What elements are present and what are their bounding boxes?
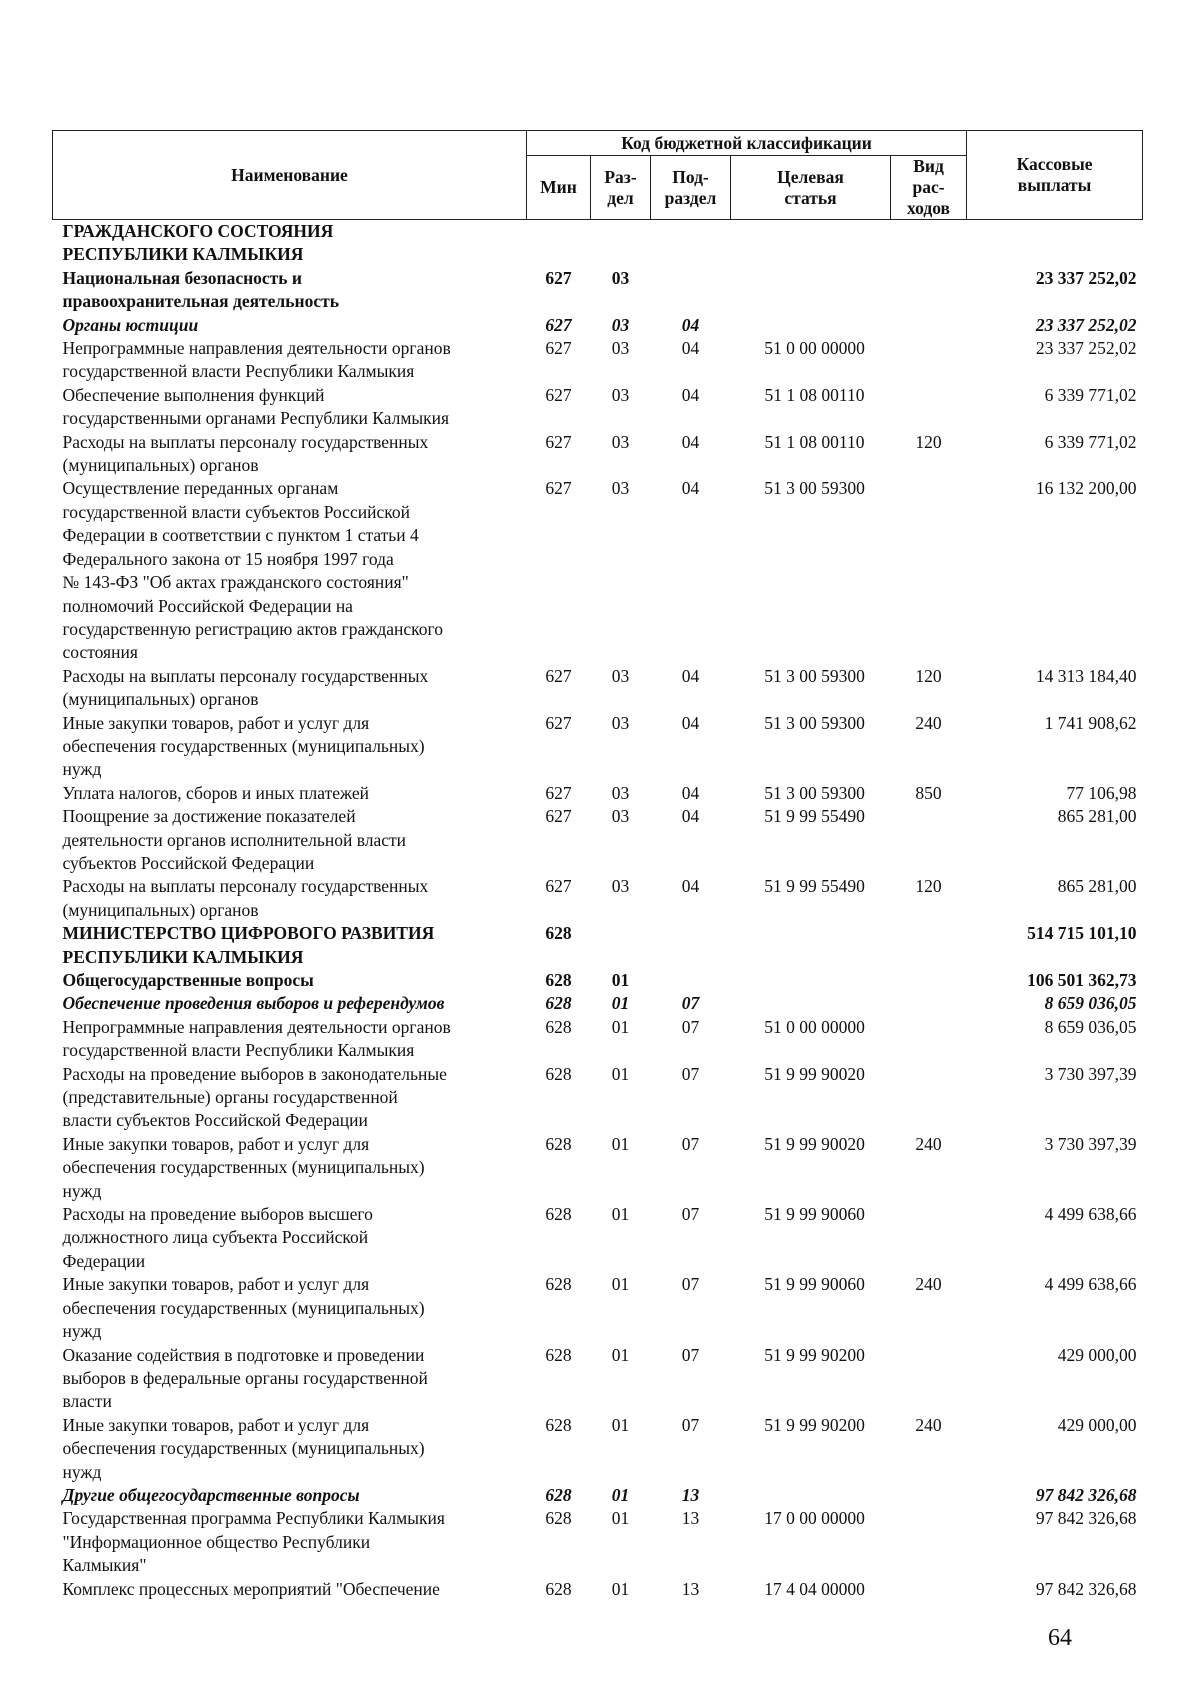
cell-sum: 3 730 397,39 [1044,1133,1137,1154]
cell-podrazdel: 07 [681,1016,700,1037]
cell-razdel: 01 [611,1204,630,1225]
table-row [53,1344,1143,1414]
table-row [53,1414,1143,1484]
cell-name: Осуществление переданных органам государственной власти субъектов Российской Федерации в соответствии с пунктом 1 статьи 4 Федерального закона от 15 ноября 1997 года № 143-ФЗ "Об актах гражданского состояния" полномочий Российской Федерации на государственную регистрацию актов гражданского состояния [62,478,443,663]
cell-sum: 3 730 397,39 [1044,1063,1137,1084]
table-row [53,875,1143,922]
cell-celevaya: 51 3 00 59300 [764,782,865,803]
cell-podrazdel: 04 [681,338,700,359]
cell-name: Иные закупки товаров, работ и услуг для обеспечения государственных (муниципальных) нужд [62,1133,425,1201]
cell-vid [891,1063,967,1133]
cell-name: Уплата налогов, сборов и иных платежей [62,782,369,803]
cell-min: 627 [545,876,572,897]
cell-vid [891,1203,967,1273]
cell-razdel: 03 [611,665,630,686]
cell-celevaya: 51 9 99 90200 [764,1414,865,1435]
cell-min: 627 [545,665,572,686]
cell-podrazdel: 07 [681,1274,700,1295]
cell-vid [891,992,967,1015]
cell-celevaya: 51 9 99 90200 [764,1344,865,1365]
cell-razdel: 01 [611,1578,630,1599]
cell-razdel: 01 [611,1414,630,1435]
table-row [53,1484,1143,1507]
cell-vid: 240 [915,712,942,733]
cell-celevaya [731,314,891,337]
cell-celevaya: 51 1 08 00110 [764,384,865,405]
header-razdel [591,156,651,220]
cell-vid [891,1507,967,1577]
cell-celevaya: 51 9 99 90020 [764,1133,865,1154]
cell-razdel: 03 [611,267,630,288]
header-celevaya-label: Целевая статья [777,166,844,208]
cell-name: Другие общегосударственные вопросы [62,1484,360,1505]
cell-razdel: 01 [611,1484,630,1505]
cell-podrazdel: 07 [681,1063,700,1084]
cell-celevaya: 51 9 99 90060 [764,1204,865,1225]
cell-min: 627 [545,806,572,827]
cell-podrazdel: 04 [681,665,700,686]
cell-sum: 23 337 252,02 [1035,267,1137,288]
cell-min: 627 [545,478,572,499]
table-row [53,384,1143,431]
cell-sum: 16 132 200,00 [1035,478,1137,499]
cell-vid [891,384,967,431]
cell-min: 628 [545,1063,572,1084]
cell-name: Расходы на выплаты персоналу государственных (муниципальных) органов [62,665,429,710]
cell-vid [891,220,967,267]
cell-vid [891,1484,967,1507]
table-row [53,431,1143,478]
table-row [53,805,1143,875]
cell-name: Непрограммные направления деятельности органов государственной власти Республики Калмыкия [62,338,451,382]
cell-podrazdel: 04 [681,384,700,405]
table-row [53,992,1143,1015]
table-row [53,1016,1143,1063]
cell-sum: 14 313 184,40 [1035,665,1137,686]
cell-sum: 865 281,00 [1057,876,1137,897]
table-row [53,665,1143,712]
cell-podrazdel: 07 [681,1133,700,1154]
cell-min: 628 [545,1133,572,1154]
cell-min: 628 [545,923,572,944]
cell-podrazdel [651,922,731,969]
cell-podrazdel: 13 [681,1508,700,1529]
cell-name: Расходы на выплаты персоналу государственных (муниципальных) органов [62,431,429,476]
header-sum-label: Кассовые выплаты [1016,154,1093,195]
cell-min: 628 [545,1204,572,1225]
cell-podrazdel: 04 [681,712,700,733]
cell-name: Поощрение за достижение показателей деятельности органов исполнительной власти субъектов Российской Федерации [62,806,407,873]
cell-celevaya [731,1484,891,1507]
cell-min: 627 [545,782,572,803]
table-row [53,267,1143,314]
cell-name: Общегосударственные вопросы [62,970,314,990]
cell-celevaya: 17 0 00 00000 [764,1508,865,1529]
table-row [53,477,1143,664]
cell-celevaya [731,969,891,992]
cell-podrazdel: 07 [681,993,700,1014]
cell-podrazdel [651,220,731,267]
cell-celevaya: 51 9 99 90060 [764,1274,865,1295]
cell-vid [891,1016,967,1063]
cell-razdel: 03 [611,478,630,499]
cell-vid: 120 [915,431,942,452]
cell-name: ГРАЖДАНСКОГО СОСТОЯНИЯ РЕСПУБЛИКИ КАЛМЫКИЯ [62,221,334,265]
table-row [53,1203,1143,1273]
table-row [53,1578,1143,1601]
cell-celevaya: 17 4 04 00000 [764,1578,865,1599]
cell-sum: 514 715 101,10 [1027,923,1137,944]
cell-podrazdel [651,969,731,992]
cell-name: Иные закупки товаров, работ и услуг для обеспечения государственных (муниципальных) нужд [62,712,425,780]
cell-sum: 106 501 362,73 [1027,970,1137,990]
cell-sum: 1 741 908,62 [1044,712,1137,733]
cell-razdel: 01 [611,1063,630,1084]
cell-vid: 120 [915,665,942,686]
table-row [53,922,1143,969]
cell-razdel: 03 [611,384,630,405]
header-celevaya [731,156,891,220]
cell-vid [891,805,967,875]
header-podrazdel [651,156,731,220]
cell-min: 627 [545,267,572,288]
cell-vid [891,969,967,992]
cell-vid: 850 [915,782,942,803]
cell-podrazdel: 13 [681,1578,700,1599]
cell-sum: 77 106,98 [1066,782,1137,803]
cell-min: 628 [545,1344,572,1365]
cell-vid: 120 [915,876,942,897]
cell-razdel: 03 [611,314,630,335]
header-min: Мин [527,156,591,220]
table-row [53,969,1143,992]
header-razdel-label: Раз- дел [604,166,637,208]
cell-min: 628 [545,1274,572,1295]
cell-sum: 6 339 771,02 [1044,431,1137,452]
cell-razdel: 01 [611,1344,630,1365]
header-sum [967,131,1143,220]
table-row [53,337,1143,384]
table-row [53,712,1143,782]
cell-podrazdel: 04 [681,782,700,803]
cell-razdel: 03 [611,876,630,897]
table-row [53,1273,1143,1343]
cell-min: 627 [545,712,572,733]
cell-sum: 97 842 326,68 [1035,1578,1137,1599]
cell-celevaya: 51 3 00 59300 [764,712,865,733]
cell-min: 628 [545,993,572,1014]
cell-podrazdel: 04 [681,431,700,452]
cell-celevaya [731,220,891,267]
cell-min: 628 [545,1484,572,1505]
table-row [53,1063,1143,1133]
cell-celevaya [731,992,891,1015]
header-vid [891,156,967,220]
budget-table [52,130,1143,1601]
cell-sum [967,220,1143,267]
cell-celevaya: 51 9 99 55490 [764,876,865,897]
cell-min: 628 [545,1414,572,1435]
cell-podrazdel: 07 [681,1204,700,1225]
cell-vid [891,267,967,314]
cell-name: МИНИСТЕРСТВО ЦИФРОВОГО РАЗВИТИЯ РЕСПУБЛИКИ КАЛМЫКИЯ [62,923,435,967]
table-row [53,782,1143,805]
table-header [53,131,1143,220]
cell-celevaya: 51 0 00 00000 [764,338,865,359]
cell-sum: 23 337 252,02 [1035,314,1137,335]
cell-razdel: 03 [611,712,630,733]
cell-vid [891,477,967,664]
cell-sum: 8 659 036,05 [1044,993,1137,1014]
cell-celevaya: 51 3 00 59300 [764,478,865,499]
cell-sum: 8 659 036,05 [1044,1016,1137,1037]
cell-podrazdel: 04 [681,806,700,827]
cell-sum: 429 000,00 [1057,1414,1137,1435]
cell-sum: 97 842 326,68 [1035,1484,1137,1505]
cell-vid: 240 [915,1414,942,1435]
cell-razdel: 01 [611,1133,630,1154]
cell-podrazdel: 04 [681,314,700,335]
cell-min: 627 [545,431,572,452]
cell-razdel: 01 [611,993,630,1014]
cell-vid [891,314,967,337]
cell-podrazdel: 13 [681,1484,700,1505]
cell-vid [891,922,967,969]
cell-razdel: 01 [611,1016,630,1037]
cell-min: 628 [545,970,572,990]
cell-vid [891,337,967,384]
cell-celevaya: 51 1 08 00110 [764,431,865,452]
cell-sum: 97 842 326,68 [1035,1508,1137,1529]
cell-min: 627 [545,314,572,335]
cell-name: Комплекс процессных мероприятий "Обеспечение [62,1578,440,1599]
header-name: Наименование [53,131,527,220]
cell-min: 627 [545,384,572,405]
cell-podrazdel: 07 [681,1344,700,1365]
cell-name: Расходы на выплаты персоналу государственных (муниципальных) органов [62,876,429,920]
cell-name: Иные закупки товаров, работ и услуг для обеспечения государственных (муниципальных) нужд [62,1274,425,1342]
cell-podrazdel: 04 [681,876,700,897]
cell-name: Оказание содействия в подготовке и проведении выборов в федеральные органы государственной власти [62,1344,428,1412]
table-row [53,1507,1143,1577]
cell-name: Обеспечение проведения выборов и референдумов [62,993,445,1014]
cell-name: Расходы на проведение выборов в законодательные (представительные) органы государственной власти субъектов Российской Федерации [62,1063,447,1131]
cell-razdel: 01 [611,1274,630,1295]
cell-sum: 6 339 771,02 [1044,384,1137,405]
cell-sum: 4 499 638,66 [1044,1274,1137,1295]
cell-sum: 429 000,00 [1057,1344,1137,1365]
cell-vid [891,1344,967,1414]
cell-celevaya: 51 3 00 59300 [764,665,865,686]
cell-vid [891,1578,967,1601]
cell-razdel [591,220,651,267]
cell-name: Расходы на проведение выборов высшего должностного лица субъекта Российской Федерации [62,1204,373,1271]
cell-celevaya: 51 0 00 00000 [764,1016,865,1037]
table-body [53,220,1143,1601]
cell-sum: 23 337 252,02 [1035,338,1137,359]
cell-razdel: 01 [611,1508,630,1529]
cell-podrazdel [651,267,731,314]
cell-vid: 240 [915,1274,942,1295]
cell-razdel: 03 [611,782,630,803]
header-vid-label: Вид рас- ходов [907,156,950,218]
cell-celevaya [731,922,891,969]
table-row [53,1133,1143,1203]
cell-name: Непрограммные направления деятельности органов государственной власти Республики Калмыкия [62,1016,451,1061]
cell-min: 628 [545,1578,572,1599]
cell-vid: 240 [915,1133,942,1154]
cell-min [527,220,591,267]
cell-razdel: 03 [611,806,630,827]
cell-name: Национальная безопасность и правоохранительная деятельность [62,267,339,312]
cell-razdel: 01 [611,970,630,990]
cell-sum: 4 499 638,66 [1044,1204,1137,1225]
cell-name: Иные закупки товаров, работ и услуг для обеспечения государственных (муниципальных) нужд [62,1414,425,1482]
cell-podrazdel: 07 [681,1414,700,1435]
header-podrazdel-label: Под- раздел [664,166,717,208]
table-row [53,220,1143,267]
cell-name: Государственная программа Республики Калмыкия "Информационное общество Республики Калмыкия" [62,1508,445,1576]
cell-razdel [591,922,651,969]
cell-celevaya: 51 9 99 55490 [764,806,865,827]
cell-min: 628 [545,1016,572,1037]
page-number: 64 [1048,1625,1072,1651]
cell-podrazdel: 04 [681,478,700,499]
cell-razdel: 03 [611,338,630,359]
table-row [53,314,1143,337]
cell-min: 628 [545,1508,572,1529]
cell-name: Органы юстиции [62,314,199,335]
cell-name: Обеспечение выполнения функций государственными органами Республики Калмыкия [62,384,450,429]
cell-sum: 865 281,00 [1057,806,1137,827]
cell-razdel: 03 [611,431,630,452]
header-budget-code-group: Код бюджетной классификации [527,131,967,156]
cell-celevaya: 51 9 99 90020 [764,1063,865,1084]
cell-min: 627 [545,338,572,359]
cell-celevaya [731,267,891,314]
